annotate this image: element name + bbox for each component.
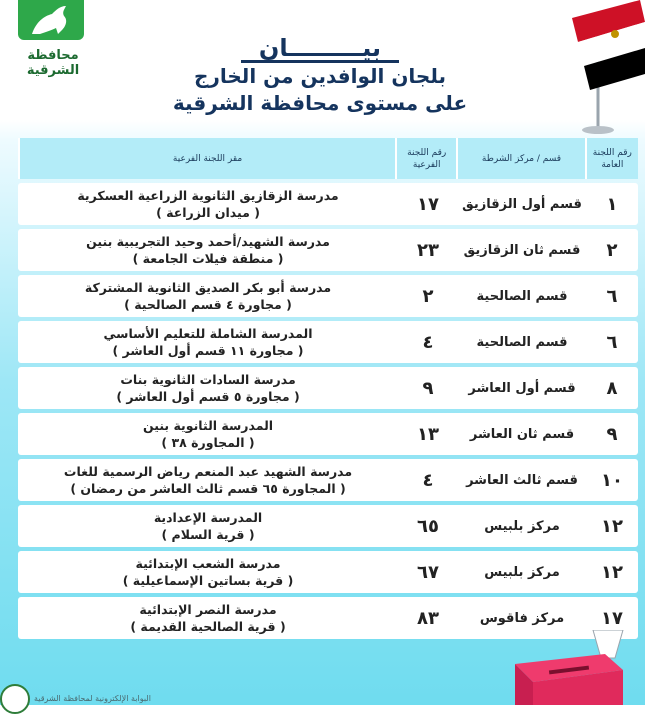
police-station: قسم الصالحية <box>476 334 568 350</box>
table-row <box>18 275 638 317</box>
sub-committee-site <box>18 183 398 225</box>
site-name: مدرسة الشعب الإبتدائية <box>135 556 281 571</box>
sub-committee-site <box>18 275 398 317</box>
header-general-committee: رقم اللجنة العامة <box>585 138 638 179</box>
sub-committee-no: ٢٣ <box>417 239 439 261</box>
table-header <box>18 138 638 179</box>
general-committee-no: ١٠ <box>601 469 623 491</box>
table-row <box>18 551 638 593</box>
sub-committee-no: ٢ <box>422 285 434 307</box>
table-body <box>18 183 638 639</box>
police-station: قسم أول الزقازيق <box>462 196 582 212</box>
general-committee-no: ١٢ <box>601 561 623 583</box>
police-station: قسم أول العاشر <box>468 380 576 396</box>
sub-committee-no: ٤ <box>422 469 434 491</box>
table-row <box>18 367 638 409</box>
site-name: مدرسة الزقازيق الثانوية الزراعية العسكرية <box>77 188 339 203</box>
sub-committee-site <box>18 413 398 455</box>
general-committee-no: ١٧ <box>601 607 623 629</box>
police-station: مركز بلبيس <box>484 518 560 534</box>
sub-committee-site <box>18 459 398 501</box>
general-committee-no: ١٢ <box>601 515 623 537</box>
sub-committee-no: ٦٥ <box>417 515 439 537</box>
site-name: المدرسة الشاملة للتعليم الأساسي <box>103 326 313 341</box>
site-address: ( المجاورة ٦٥ قسم ثالث العاشر من رمضان ) <box>70 481 346 496</box>
site-address: ( مجاورة ١١ قسم أول العاشر ) <box>112 343 304 358</box>
table-row <box>18 505 638 547</box>
general-committee-no: ٩ <box>606 423 618 445</box>
site-address: ( قرية السلام ) <box>161 527 255 542</box>
sub-committee-site <box>18 367 398 409</box>
title-word: بيـــــــــان <box>241 36 399 63</box>
ballot-box-icon <box>505 630 625 705</box>
sub-committee-site <box>18 321 398 363</box>
sub-committee-site <box>18 597 398 639</box>
site-address: ( المجاورة ٣٨ ) <box>161 435 255 450</box>
site-name: مدرسة الشهيد/أحمد وحيد التجريبية بنين <box>86 234 330 249</box>
site-address: ( ميدان الزراعة ) <box>156 205 260 220</box>
sub-committee-no: ٩ <box>422 377 434 399</box>
general-committee-no: ١ <box>606 193 618 215</box>
governorate-name: محافظة الشرقية <box>26 48 80 78</box>
police-station: قسم ثان العاشر <box>469 426 575 442</box>
general-committee-no: ٢ <box>606 239 618 261</box>
header-police-station: قسم / مركز الشرطة <box>456 138 584 179</box>
site-name: مدرسة النصر الإبتدائية <box>139 602 277 617</box>
footer-text: البوابة الإلكترونية لمحافظة الشرقية <box>34 694 151 703</box>
police-station: مركز فاقوس <box>479 610 565 626</box>
subtitle-line-1: بلجان الوافدين من الخارج <box>193 64 447 88</box>
site-address: ( قرية بساتين الإسماعيلية ) <box>122 573 294 588</box>
police-station: قسم الصالحية <box>476 288 568 304</box>
sub-committee-no: ٤ <box>422 331 434 353</box>
site-name: المدرسة الإعدادية <box>153 510 263 525</box>
general-committee-no: ٦ <box>606 285 618 307</box>
sub-committee-site <box>18 551 398 593</box>
page-title <box>120 34 520 63</box>
committees-table <box>18 138 638 643</box>
police-station: مركز بلبيس <box>484 564 560 580</box>
sub-committee-no: ٦٧ <box>417 561 439 583</box>
sub-committee-site <box>18 229 398 271</box>
sub-committee-site <box>18 505 398 547</box>
table-row <box>18 413 638 455</box>
table-row <box>18 321 638 363</box>
site-address: ( منطقة فيلات الجامعة ) <box>132 251 284 266</box>
table-row <box>18 229 638 271</box>
site-name: مدرسة أبو بكر الصديق الثانوية المشتركة <box>84 280 332 295</box>
sub-committee-no: ١٧ <box>417 193 439 215</box>
footer-logo <box>0 684 30 714</box>
site-name: مدرسة السادات الثانوية بنات <box>120 372 296 387</box>
site-address: ( مجاورة ٤ قسم الصالحية ) <box>124 297 292 312</box>
table-row <box>18 459 638 501</box>
governorate-logo <box>18 0 84 40</box>
site-address: ( قرية الصالحية القديمة ) <box>130 619 286 634</box>
sub-committee-no: ١٣ <box>417 423 439 445</box>
egypt-flag-icon <box>560 0 645 135</box>
police-station: قسم ثان الزقازيق <box>463 242 581 258</box>
header-sub-committee-no: رقم اللجنة الفرعية <box>395 138 456 179</box>
general-committee-no: ٨ <box>606 377 618 399</box>
header-sub-committee-site: مقر اللجنة الفرعية <box>18 138 395 179</box>
site-address: ( مجاورة ٥ قسم أول العاشر ) <box>116 389 300 404</box>
sub-committee-no: ٨٣ <box>417 607 439 629</box>
table-row <box>18 183 638 225</box>
site-name: مدرسة الشهيد عبد المنعم رياض الرسمية للغات <box>63 464 353 479</box>
subtitle-line-2: على مستوى محافظة الشرقية <box>172 91 468 115</box>
site-name: المدرسة الثانوية بنين <box>142 418 274 433</box>
general-committee-no: ٦ <box>606 331 618 353</box>
police-station: قسم ثالث العاشر <box>466 472 578 488</box>
